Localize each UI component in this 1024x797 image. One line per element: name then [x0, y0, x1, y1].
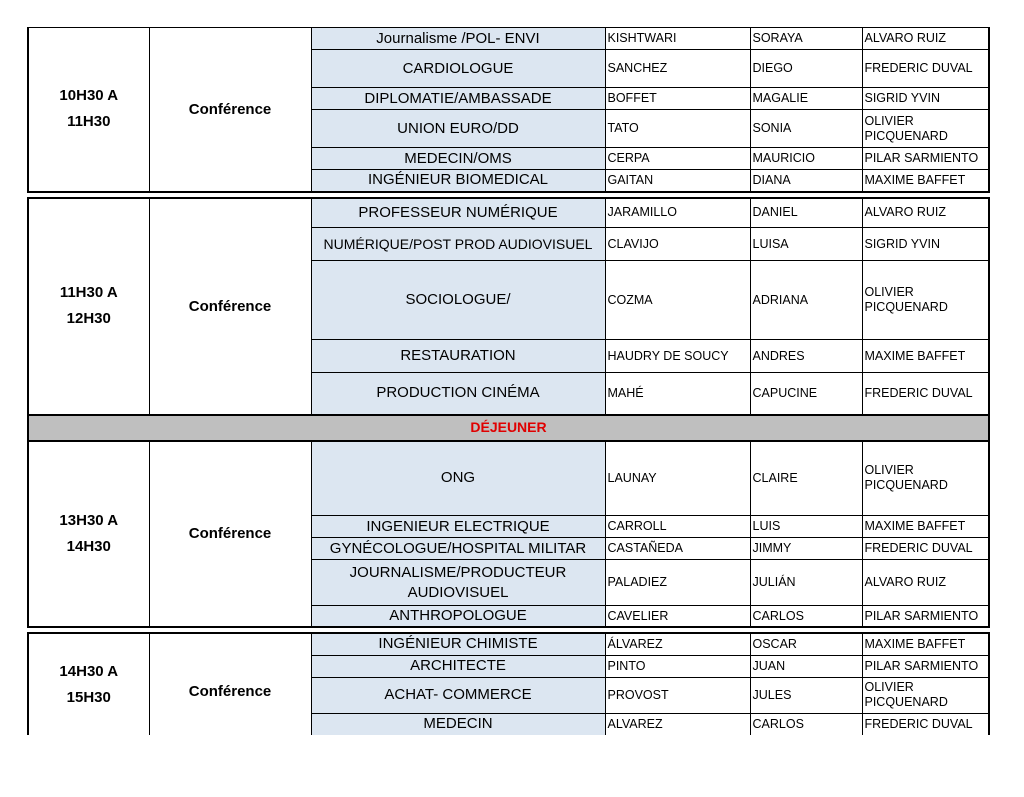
- moderator-cell: ALVARO RUIZ: [862, 560, 989, 606]
- moderator-cell: PILAR SARMIENTO: [862, 655, 989, 677]
- moderator-cell: FREDERIC DUVAL: [862, 538, 989, 560]
- time-slot: [28, 198, 149, 415]
- first-name-cell: CARLOS: [750, 606, 862, 628]
- subject-cell: GYNÉCOLOGUE/HOSPITAL MILITAR: [311, 538, 605, 560]
- subject-cell: DIPLOMATIE/AMBASSADE: [311, 88, 605, 110]
- time-end: 14H30: [66, 537, 111, 555]
- first-name-cell: DANIEL: [750, 198, 862, 228]
- moderator-cell: ALVARO RUIZ: [862, 28, 989, 50]
- first-name-cell: JULES: [750, 677, 862, 713]
- moderator-cell: PILAR SARMIENTO: [862, 148, 989, 170]
- last-name-cell: PROVOST: [605, 677, 750, 713]
- schedule-table: [27, 27, 990, 735]
- time-start: 10H30 A: [59, 87, 119, 105]
- last-name-cell: KISHTWARI: [605, 28, 750, 50]
- moderator-cell: MAXIME BAFFET: [862, 170, 989, 192]
- last-name-cell: JARAMILLO: [605, 198, 750, 228]
- moderator-cell: OLIVIER PICQUENARD: [862, 261, 989, 340]
- subject-cell: MEDECIN: [311, 713, 605, 735]
- last-name-cell: BOFFET: [605, 88, 750, 110]
- moderator-cell: OLIVIER PICQUENARD: [862, 441, 989, 516]
- time-slot: [28, 633, 149, 735]
- subject-cell: ANTHROPOLOGUE: [311, 606, 605, 628]
- moderator-cell: ALVARO RUIZ: [862, 198, 989, 228]
- lunch-label: DÉJEUNER: [28, 415, 989, 441]
- time-start: 14H30 A: [59, 662, 119, 680]
- first-name-cell: DIANA: [750, 170, 862, 192]
- session-type: Conférence: [149, 28, 311, 192]
- last-name-cell: GAITAN: [605, 170, 750, 192]
- subject-cell: INGÉNIEUR CHIMISTE: [311, 633, 605, 655]
- first-name-cell: LUISA: [750, 228, 862, 261]
- subject-cell: NUMÉRIQUE/POST PROD AUDIOVISUEL: [311, 228, 605, 261]
- last-name-cell: CARROLL: [605, 516, 750, 538]
- time-start: 11H30 A: [59, 284, 118, 301]
- last-name-cell: ÁLVAREZ: [605, 633, 750, 655]
- last-name-cell: PINTO: [605, 655, 750, 677]
- last-name-cell: COZMA: [605, 261, 750, 340]
- table-row: [28, 28, 989, 50]
- moderator-cell: MAXIME BAFFET: [862, 340, 989, 373]
- moderator-cell: FREDERIC DUVAL: [862, 373, 989, 415]
- first-name-cell: ANDRES: [750, 340, 862, 373]
- moderator-cell: SIGRID YVIN: [862, 228, 989, 261]
- table-row: [28, 198, 989, 228]
- subject-cell: Journalisme /POL- ENVI: [311, 28, 605, 50]
- schedule-sheet: [27, 27, 988, 735]
- subject-cell: UNION EURO/DD: [311, 110, 605, 148]
- subject-cell: ONG: [311, 441, 605, 516]
- last-name-cell: CASTAÑEDA: [605, 538, 750, 560]
- moderator-cell: FREDERIC DUVAL: [862, 713, 989, 735]
- moderator-cell: OLIVIER PICQUENARD: [862, 110, 989, 148]
- first-name-cell: SORAYA: [750, 28, 862, 50]
- subject-cell: CARDIOLOGUE: [311, 50, 605, 88]
- subject-cell: PRODUCTION CINÉMA: [311, 373, 605, 415]
- first-name-cell: CLAIRE: [750, 441, 862, 516]
- first-name-cell: LUIS: [750, 516, 862, 538]
- table-row: [28, 441, 989, 516]
- time-start: 13H30 A: [59, 511, 119, 529]
- subject-cell: INGÉNIEUR BIOMEDICAL: [311, 170, 605, 192]
- moderator-cell: FREDERIC DUVAL: [862, 50, 989, 88]
- moderator-cell: PILAR SARMIENTO: [862, 606, 989, 628]
- last-name-cell: HAUDRY DE SOUCY: [605, 340, 750, 373]
- moderator-cell: MAXIME BAFFET: [862, 516, 989, 538]
- last-name-cell: LAUNAY: [605, 441, 750, 516]
- subject-cell: RESTAURATION: [311, 340, 605, 373]
- first-name-cell: CAPUCINE: [750, 373, 862, 415]
- subject-cell: ARCHITECTE: [311, 655, 605, 677]
- moderator-cell: SIGRID YVIN: [862, 88, 989, 110]
- first-name-cell: SONIA: [750, 110, 862, 148]
- table-row: [28, 633, 989, 655]
- first-name-cell: JIMMY: [750, 538, 862, 560]
- subject-cell: MEDECIN/OMS: [311, 148, 605, 170]
- first-name-cell: DIEGO: [750, 50, 862, 88]
- first-name-cell: ADRIANA: [750, 261, 862, 340]
- last-name-cell: CAVELIER: [605, 606, 750, 628]
- time-slot: [28, 441, 149, 628]
- first-name-cell: JUAN: [750, 655, 862, 677]
- time-slot: [28, 28, 149, 192]
- first-name-cell: OSCAR: [750, 633, 862, 655]
- moderator-cell: OLIVIER PICQUENARD: [862, 677, 989, 713]
- session-type: Conférence: [149, 441, 311, 628]
- first-name-cell: MAGALIE: [750, 88, 862, 110]
- subject-cell: PROFESSEUR NUMÉRIQUE: [311, 198, 605, 228]
- session-type: Conférence: [149, 633, 311, 735]
- last-name-cell: PALADIEZ: [605, 560, 750, 606]
- last-name-cell: ALVAREZ: [605, 713, 750, 735]
- last-name-cell: CLAVIJO: [605, 228, 750, 261]
- first-name-cell: MAURICIO: [750, 148, 862, 170]
- last-name-cell: TATO: [605, 110, 750, 148]
- subject-cell: ACHAT- COMMERCE: [311, 677, 605, 713]
- last-name-cell: MAHÉ: [605, 373, 750, 415]
- first-name-cell: JULIÁN: [750, 560, 862, 606]
- moderator-cell: MAXIME BAFFET: [862, 633, 989, 655]
- time-end: 15H30: [66, 688, 111, 706]
- lunch-row: [28, 415, 989, 441]
- last-name-cell: CERPA: [605, 148, 750, 170]
- session-type: Conférence: [149, 198, 311, 415]
- time-end: 12H30: [66, 310, 111, 327]
- last-name-cell: SANCHEZ: [605, 50, 750, 88]
- time-end: 11H30: [67, 113, 111, 131]
- subject-cell: JOURNALISME/PRODUCTEUR AUDIOVISUEL: [311, 560, 605, 606]
- subject-cell: INGENIEUR ELECTRIQUE: [311, 516, 605, 538]
- first-name-cell: CARLOS: [750, 713, 862, 735]
- subject-cell: SOCIOLOGUE/: [311, 261, 605, 340]
